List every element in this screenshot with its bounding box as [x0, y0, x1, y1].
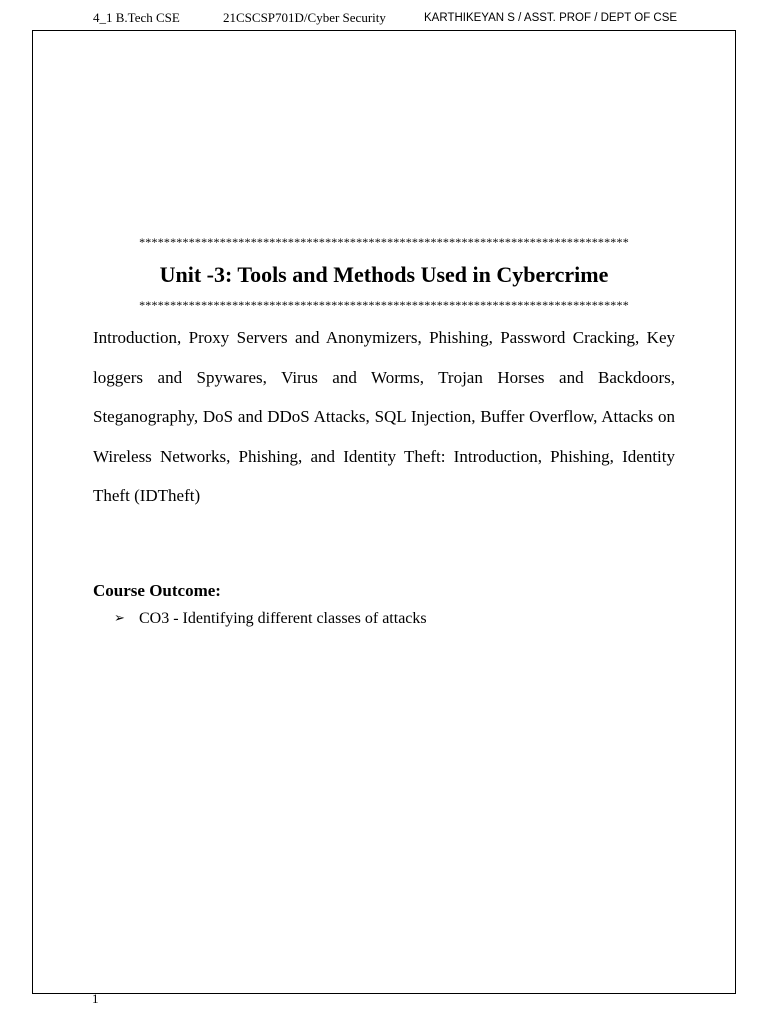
arrow-bullet-icon: ➢ [114, 611, 125, 626]
page-header [93, 8, 683, 28]
separator-top: ******************************************************************************* [139, 235, 629, 249]
introduction-paragraph: Introduction, Proxy Servers and Anonymizers, Phishing, Password Cracking, Key loggers and Spywares, Virus and Worms, Trojan Horses and Backdoors, Steganography, DoS and DDoS Attacks, SQL Injection, Buffer Overflow, Attacks on Wireless Networks, Phishing, and Identity Theft: Introduction, Phishing, Identity Theft (IDTheft) [93, 328, 675, 505]
unit-title: Unit -3: Tools and Methods Used in Cybercrime [159, 262, 609, 287]
header-course-label: 21CSCSP701D/Cyber Security [223, 10, 386, 25]
course-outcome-heading: Course Outcome: [93, 581, 221, 600]
header-class-label: 4_1 B.Tech CSE [93, 10, 180, 25]
header-author-label: KARTHIKEYAN S / ASST. PROF / DEPT OF CSE [424, 12, 678, 24]
course-outcome-list [93, 607, 675, 631]
separator-bottom: ******************************************************************************* [139, 298, 629, 312]
course-outcome-text: CO3 - Identifying different classes of attacks [139, 610, 427, 627]
page-number: 1 [92, 991, 99, 1006]
course-outcome-item [93, 607, 675, 631]
